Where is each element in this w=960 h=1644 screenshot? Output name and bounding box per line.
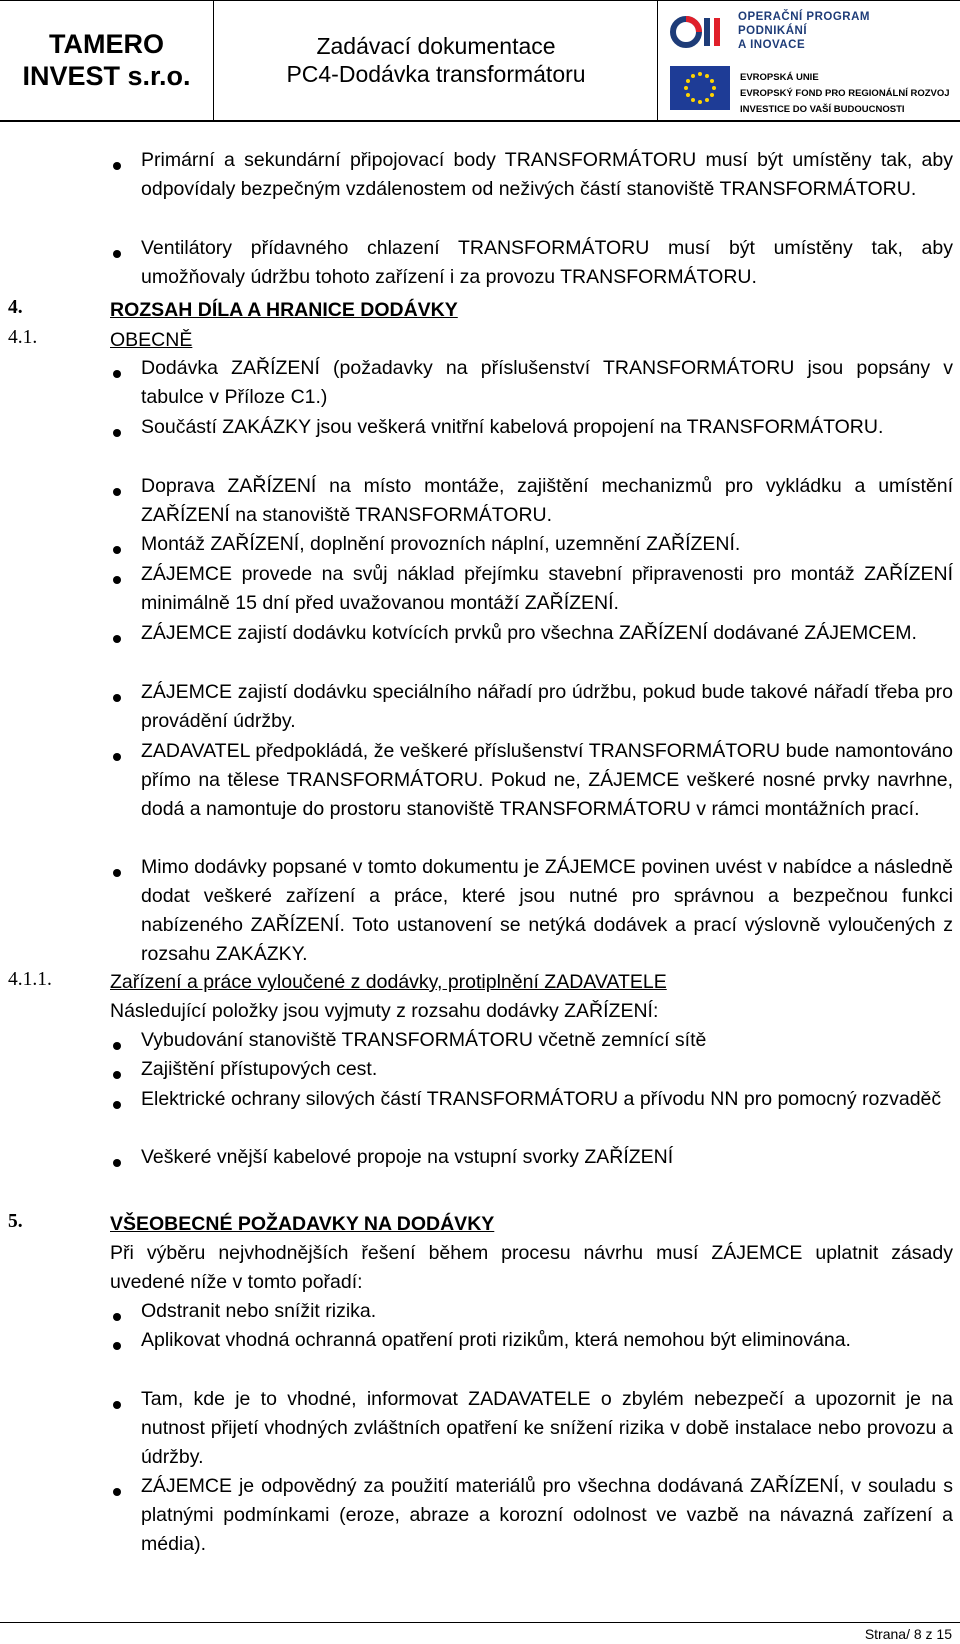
bullet-icon — [113, 1488, 121, 1496]
doc-title-line-1: Zadávací dokumentace — [316, 33, 556, 59]
subsection-number: 4.1.1. — [8, 969, 52, 990]
list-item: ZÁJEMCE zajistí dodávku speciálního nářadí pro údržbu, pokud bude takové nářadí třeba pro provádění údržby. — [141, 681, 953, 732]
subsection-heading: OBECNĚ — [110, 329, 193, 351]
section-number: 4. — [8, 297, 23, 318]
bullet-icon — [113, 1342, 121, 1350]
list-item: Primární a sekundární připojovací body TRANSFORMÁTORU musí být umístěny tak, aby odpovídaly bezpečným vzdálenostem od neživých částí stanoviště TRANSFORMÁTORU. — [141, 149, 953, 200]
eu-fund-text: EVROPSKÁ UNIE EVROPSKÝ FOND PRO REGIONÁLNÍ ROZVOJ INVESTICE DO VAŠÍ BUDOUCNOSTI — [740, 72, 950, 115]
section-heading: ROZSAH DÍLA A HRANICE DODÁVKY — [110, 299, 458, 321]
eu-flag-icon — [670, 66, 730, 110]
company-name — [0, 0, 213, 120]
list-item: Doprava ZAŘÍZENÍ na místo montáže, zajištění mechanizmů pro vykládku a umístění ZAŘÍZENÍ na stanoviště TRANSFORMÁTORU. — [141, 475, 953, 526]
program-logos — [660, 0, 960, 120]
paragraph: Při výběru nejvhodnějších řešení během procesu návrhu musí ZÁJEMCE uplatnit zásady uvedené níže v tomto pořadí: — [110, 1242, 953, 1293]
list-item: ZÁJEMCE provede na svůj náklad přejímku stavební připravenosti pro montáž ZAŘÍZENÍ minimálně 15 dní před uvažovanou montáží ZAŘÍZENÍ. — [141, 563, 953, 614]
bullet-icon — [113, 694, 121, 702]
list-item: Veškeré vnější kabelové propoje na vstupní svorky ZAŘÍZENÍ — [141, 1146, 674, 1168]
list-item: Součástí ZAKÁZKY jsou veškerá vnitřní kabelová propojení na TRANSFORMÁTORU. — [141, 416, 884, 438]
bullet-icon — [113, 250, 121, 258]
list-item: Vybudování stanoviště TRANSFORMÁTORU včetně zemnící sítě — [141, 1029, 707, 1051]
list-item: ZÁJEMCE zajistí dodávku kotvících prvků pro všechna ZAŘÍZENÍ dodávané ZÁJEMCEM. — [141, 622, 917, 644]
bullet-icon — [113, 1071, 121, 1079]
section-number: 5. — [8, 1211, 23, 1232]
list-item: Montáž ZAŘÍZENÍ, doplnění provozních náplní, uzemnění ZAŘÍZENÍ. — [141, 533, 741, 555]
op-program-text: OPERAČNÍ PROGRAM PODNIKÁNÍ A INOVACE — [738, 11, 870, 51]
section-heading: VŠEOBECNÉ POŽADAVKY NA DODÁVKY — [110, 1213, 495, 1235]
page-number: Strana/ 8 z 15 — [864, 1626, 952, 1642]
list-item: Zajištění přístupových cest. — [141, 1058, 378, 1080]
bullet-icon — [113, 1401, 121, 1409]
list-item: Odstranit nebo snížit rizika. — [141, 1300, 377, 1322]
bullet-icon — [113, 1313, 121, 1321]
paragraph: Následující položky jsou vyjmuty z rozsahu dodávky ZAŘÍZENÍ: — [110, 1000, 659, 1022]
bullet-icon — [113, 162, 121, 170]
bullet-icon — [113, 1042, 121, 1050]
bullet-icon — [113, 753, 121, 761]
list-item: ZADAVATEL předpokládá, že veškeré příslušenství TRANSFORMÁTORU bude namontováno přímo na tělese TRANSFORMÁTORU. Pokud ne, ZÁJEMCE veškeré nosné prvky navrhne, dodá a namontuje do prostoru stanoviště TRANSFORMÁTORU v rámci montážních prací. — [141, 740, 953, 820]
bullet-icon — [113, 546, 121, 554]
list-item: ZÁJEMCE je odpovědný za použití materiálů pro všechna dodávaná ZAŘÍZENÍ, v souladu s platnými podmínkami (eroze, abraze a korozní odolnost ve vazbě na návazná zařízení a média). — [141, 1475, 953, 1555]
list-item: Mimo dodávky popsané v tomto dokumentu je ZÁJEMCE povinen uvést v nabídce a následně dodat veškeré zařízení a práce, které jsou nutné pro správnou a bezpečnou funkci nabízeného ZAŘÍZENÍ. Toto ustanovení se netýká dodávek a prací výslovně vyloučených z rozsahu ZAKÁZKY. — [141, 856, 953, 965]
document-title — [215, 0, 657, 120]
op-pik-logo-icon — [668, 10, 728, 54]
doc-title-line-2: PC4-Dodávka transformátoru — [286, 61, 586, 87]
bullet-icon — [113, 1101, 121, 1109]
bullet-icon — [113, 1159, 121, 1167]
list-item: Aplikovat vhodná ochranná opatření proti rizikům, která nemohou být eliminována. — [141, 1329, 851, 1351]
bullet-icon — [113, 370, 121, 378]
company-line-1: TAMERO — [49, 29, 164, 59]
subsection-number: 4.1. — [8, 327, 38, 348]
page-header — [0, 0, 960, 122]
bullet-icon — [113, 869, 121, 877]
list-item: Ventilátory přídavného chlazení TRANSFORMÁTORU musí být umístěny tak, aby umožňovaly údržbu tohoto zařízení i za provozu TRANSFORMÁTORU. — [141, 237, 953, 288]
bullet-icon — [113, 488, 121, 496]
bullet-icon — [113, 635, 121, 643]
subsection-heading: Zařízení a práce vyloučené z dodávky, protiplnění ZADAVATELE — [110, 971, 667, 993]
list-item: Dodávka ZAŘÍZENÍ (požadavky na příslušenství TRANSFORMÁTORU jsou popsány v tabulce v Příloze C1.) — [141, 357, 953, 408]
company-line-2: INVEST s.r.o. — [22, 61, 191, 91]
list-item: Tam, kde je to vhodné, informovat ZADAVATELE o zbylém nebezpečí a upozornit je na nutnost přijetí vhodných zvláštních opatření ke snížení rizika v době instalace nebo provozu a údržby. — [141, 1388, 953, 1468]
list-item: Elektrické ochrany silových částí TRANSFORMÁTORU a přívodu NN pro pomocný rozvaděč — [141, 1088, 942, 1110]
footer-divider — [0, 1622, 960, 1623]
bullet-icon — [113, 429, 121, 437]
bullet-icon — [113, 576, 121, 584]
